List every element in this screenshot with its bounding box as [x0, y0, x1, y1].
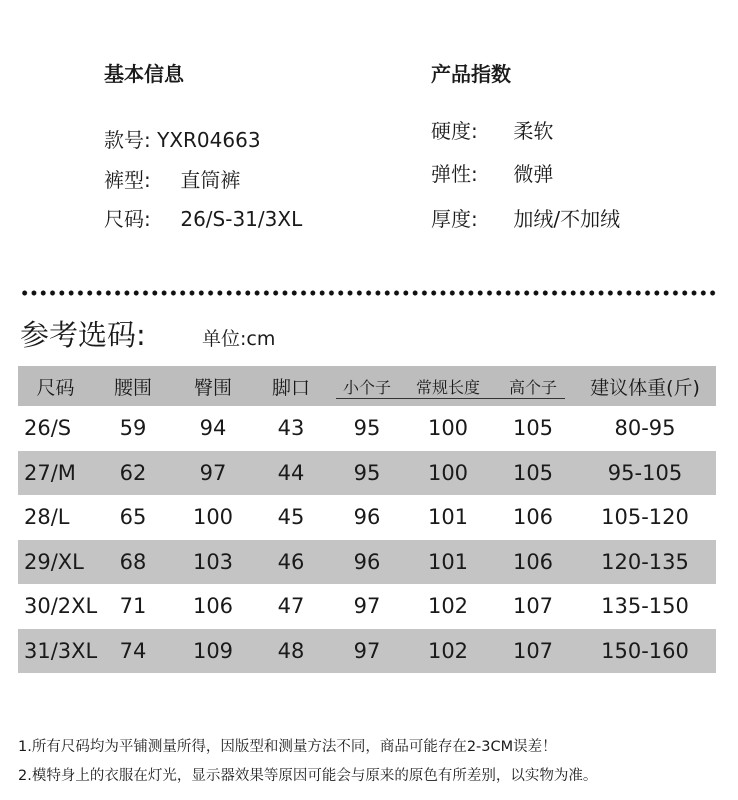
note-measurement: 1.所有尺码均为平铺测量所得，因版型和测量方法不同，商品可能存在2-3CM误差！: [18, 739, 557, 755]
cell-waist: 65: [119, 505, 147, 530]
elasticity-label: 弹性:: [431, 162, 478, 186]
product-index-title: 产品指数: [431, 62, 511, 86]
thickness-value: 加绒/不加绒: [513, 207, 621, 231]
fit-value: 直筒裤: [180, 168, 241, 192]
cell-suggested-weight: 135-150: [601, 594, 689, 619]
cell-tall: 106: [512, 505, 554, 530]
table-row: [18, 406, 716, 451]
table-header-row: [18, 366, 716, 406]
thickness-line: [431, 203, 620, 232]
cell-size: 26/S: [24, 416, 72, 441]
header-suggested-weight: 建议体重(斤): [590, 376, 700, 399]
cell-waist: 74: [119, 638, 147, 663]
cell-petite: 97: [353, 594, 381, 619]
header-size: 尺码: [36, 376, 75, 399]
cell-hem: 46: [277, 549, 305, 574]
cell-regular-length: 100: [427, 460, 469, 485]
style-number-value: YXR04663: [157, 128, 261, 152]
elasticity-value: 微弹: [513, 162, 554, 186]
table-row: [18, 584, 716, 629]
elasticity-line: [431, 158, 553, 187]
style-number-line: [104, 124, 261, 153]
cell-hem: 47: [277, 594, 305, 619]
cell-regular-length: 101: [427, 549, 469, 574]
fit-label: 裤型:: [104, 168, 151, 192]
size-range-value: 26/S-31/3XL: [180, 207, 303, 231]
table-row: [18, 451, 716, 496]
cell-size: 29/XL: [24, 549, 84, 574]
cell-petite: 95: [353, 460, 381, 485]
cell-regular-length: 100: [427, 416, 469, 441]
size-reference-title: 参考选码:: [20, 318, 146, 352]
fit-line: [104, 164, 240, 193]
cell-regular-length: 102: [427, 594, 469, 619]
cell-suggested-weight: 120-135: [601, 549, 689, 574]
cell-regular-length: 102: [427, 638, 469, 663]
cell-suggested-weight: 80-95: [614, 416, 676, 441]
cell-tall: 107: [512, 594, 554, 619]
cell-hem: 44: [277, 460, 305, 485]
cell-hip: 109: [192, 638, 234, 663]
cell-petite: 97: [353, 638, 381, 663]
table-row: [18, 495, 716, 540]
cell-petite: 96: [353, 505, 381, 530]
cell-hip: 100: [192, 505, 234, 530]
cell-hip: 94: [199, 416, 227, 441]
cell-size: 27/M: [24, 460, 76, 485]
cell-petite: 96: [353, 549, 381, 574]
dotted-divider: [20, 289, 718, 297]
header-tall: 高个子: [508, 377, 557, 397]
cell-hem: 45: [277, 505, 305, 530]
thickness-label: 厚度:: [431, 207, 478, 231]
cell-petite: 95: [353, 416, 381, 441]
cell-tall: 107: [512, 638, 554, 663]
hardness-label: 硬度:: [431, 119, 478, 143]
cell-regular-length: 101: [427, 505, 469, 530]
cell-suggested-weight: 105-120: [601, 505, 689, 530]
cell-waist: 62: [119, 460, 147, 485]
cell-hem: 43: [277, 416, 305, 441]
cell-tall: 105: [512, 460, 554, 485]
unit-label: 单位:cm: [202, 328, 276, 350]
cell-hem: 48: [277, 638, 305, 663]
header-regular-length: 常规长度: [415, 377, 480, 397]
cell-tall: 106: [512, 549, 554, 574]
style-number-label: 款号:: [104, 128, 151, 152]
cell-tall: 105: [512, 416, 554, 441]
cell-hip: 106: [192, 594, 234, 619]
header-waist: 腰围: [113, 376, 152, 399]
hardness-value: 柔软: [513, 119, 554, 143]
cell-size: 28/L: [24, 505, 70, 530]
cell-hip: 97: [199, 460, 227, 485]
header-petite: 小个子: [342, 377, 391, 397]
table-row: [18, 629, 716, 674]
cell-waist: 59: [119, 416, 147, 441]
cell-waist: 68: [119, 549, 147, 574]
note-color: 2.模特身上的衣服在灯光，显示器效果等原因可能会与原来的原色有所差别，以实物为准。: [18, 768, 598, 784]
header-hip: 臀围: [193, 376, 232, 399]
hardness-line: [431, 115, 553, 144]
cell-size: 31/3XL: [24, 638, 98, 663]
table-row: [18, 540, 716, 585]
cell-size: 30/2XL: [24, 594, 98, 619]
cell-suggested-weight: 150-160: [601, 638, 689, 663]
header-hem: 脚口: [271, 376, 310, 399]
length-header-underline: [336, 398, 565, 399]
basic-info-title: 基本信息: [104, 62, 184, 86]
size-range-label: 尺码:: [104, 207, 151, 231]
size-range-line: [104, 203, 302, 232]
cell-waist: 71: [119, 594, 147, 619]
size-table: [18, 366, 716, 673]
cell-suggested-weight: 95-105: [607, 460, 683, 485]
cell-hip: 103: [192, 549, 234, 574]
